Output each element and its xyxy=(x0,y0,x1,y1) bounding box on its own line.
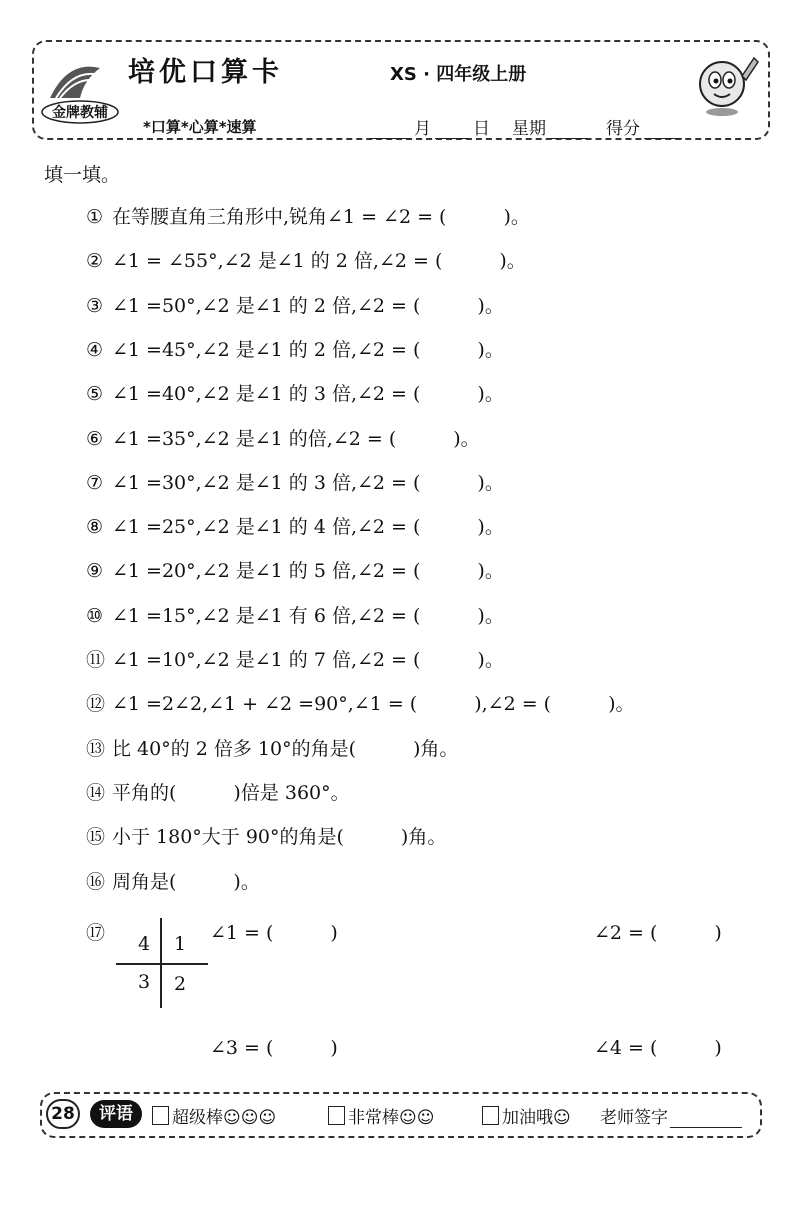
teacher-signature xyxy=(600,1103,742,1128)
grade-label: XS · 四年级上册 xyxy=(390,64,527,85)
question-number: ⑪ xyxy=(86,649,106,671)
question-number: ⑭ xyxy=(86,782,106,804)
question-2 xyxy=(86,246,526,273)
question-number: ① xyxy=(86,206,104,228)
question-1 xyxy=(86,202,530,229)
question-number: ③ xyxy=(86,295,104,317)
comment-badge: 评语 xyxy=(90,1100,142,1128)
score-field[interactable] xyxy=(644,120,682,139)
question-number: ⑮ xyxy=(86,826,106,848)
question-number: ⑰ xyxy=(86,922,106,944)
page-number: 28 xyxy=(46,1099,80,1129)
question-number: ⑫ xyxy=(86,693,106,715)
question-6 xyxy=(86,424,480,451)
question-text: 平角的( )倍是 360°。 xyxy=(112,782,350,804)
day-label: 日 xyxy=(473,119,490,139)
weekday-label: 星期 xyxy=(512,119,546,139)
question-16 xyxy=(86,867,260,894)
angle-3-answer: ∠3 = ( ) xyxy=(210,1037,338,1059)
question-number: ⑤ xyxy=(86,383,104,405)
checkbox-icon[interactable] xyxy=(482,1106,499,1125)
angle-4-answer: ∠4 = ( ) xyxy=(594,1037,722,1059)
question-8 xyxy=(86,512,504,539)
question-text: ∠1 =50°,∠2 是∠1 的 2 倍,∠2 = ( )。 xyxy=(112,295,504,317)
month-field[interactable] xyxy=(370,120,410,139)
question-text: ∠1 =2∠2,∠1 + ∠2 =90°,∠1 = ( ),∠2 = ( )。 xyxy=(112,693,635,715)
question-number: ② xyxy=(86,250,104,272)
question-number: ⑦ xyxy=(86,472,104,494)
question-14 xyxy=(86,778,350,805)
score-label: 得分 xyxy=(606,119,640,139)
checkbox-icon[interactable] xyxy=(328,1106,345,1125)
diagram-label-2: 2 xyxy=(174,973,187,995)
rating-keep-going[interactable] xyxy=(482,1103,571,1128)
question-text: 比 40°的 2 倍多 10°的角是( )角。 xyxy=(112,738,459,760)
question-number: ⑧ xyxy=(86,516,104,538)
question-3 xyxy=(86,291,504,318)
angle-2-answer: ∠2 = ( ) xyxy=(594,922,722,944)
question-text: 小于 180°大于 90°的角是( )角。 xyxy=(112,826,447,848)
question-17 xyxy=(86,918,112,945)
day-field[interactable] xyxy=(435,120,469,139)
logo-icon xyxy=(40,50,120,130)
question-number: ⑩ xyxy=(86,605,104,627)
question-11 xyxy=(86,645,504,672)
question-9 xyxy=(86,556,504,583)
diagram-label-4: 4 xyxy=(138,933,151,955)
question-10 xyxy=(86,601,504,628)
weekday-field[interactable] xyxy=(550,120,588,139)
question-7 xyxy=(86,468,504,495)
month-label: 月 xyxy=(414,119,431,139)
mascot-icon xyxy=(688,44,764,120)
card-title: 培优口算卡 xyxy=(128,57,283,88)
rating-great-label: 非常棒☺☺ xyxy=(348,1108,435,1128)
question-text: ∠1 =40°,∠2 是∠1 的 3 倍,∠2 = ( )。 xyxy=(112,383,504,405)
instruction: 填一填。 xyxy=(44,164,121,186)
question-12 xyxy=(86,689,635,716)
question-text: ∠1 =35°,∠2 是∠1 的倍,∠2 = ( )。 xyxy=(112,428,480,450)
rating-great[interactable] xyxy=(328,1103,434,1128)
question-text: ∠1 =25°,∠2 是∠1 的 4 倍,∠2 = ( )。 xyxy=(112,516,504,538)
rating-keep-going-label: 加油哦☺ xyxy=(502,1108,571,1128)
angle-1-answer: ∠1 = ( ) xyxy=(210,922,338,944)
question-4 xyxy=(86,335,504,362)
question-5 xyxy=(86,379,504,406)
rating-super-label: 超级棒☺☺☺ xyxy=(172,1108,277,1128)
date-fields xyxy=(370,114,682,139)
diagram-label-3: 3 xyxy=(138,971,151,993)
question-text: 周角是( )。 xyxy=(112,871,260,893)
question-text: ∠1 = ∠55°,∠2 是∠1 的 2 倍,∠2 = ( )。 xyxy=(112,250,526,272)
rating-super[interactable] xyxy=(152,1103,276,1128)
question-text: ∠1 =45°,∠2 是∠1 的 2 倍,∠2 = ( )。 xyxy=(112,339,504,361)
question-15 xyxy=(86,822,446,849)
diagram-label-1: 1 xyxy=(174,933,187,955)
checkbox-icon[interactable] xyxy=(152,1106,169,1125)
question-text: 在等腰直角三角形中,锐角∠1 = ∠2 = ( )。 xyxy=(112,206,530,228)
question-text: ∠1 =10°,∠2 是∠1 的 7 倍,∠2 = ( )。 xyxy=(112,649,504,671)
signature-field[interactable] xyxy=(670,1107,742,1128)
question-number: ⑯ xyxy=(86,871,106,893)
horizontal-line xyxy=(116,963,208,965)
question-text: ∠1 =30°,∠2 是∠1 的 3 倍,∠2 = ( )。 xyxy=(112,472,504,494)
question-number: ④ xyxy=(86,339,104,361)
question-text: ∠1 =20°,∠2 是∠1 的 5 倍,∠2 = ( )。 xyxy=(112,560,504,582)
question-number: ⑥ xyxy=(86,428,104,450)
question-text: ∠1 =15°,∠2 是∠1 有 6 倍,∠2 = ( )。 xyxy=(112,605,504,627)
question-13 xyxy=(86,734,458,761)
subtitle: *口算*心算*速算 xyxy=(143,118,257,136)
signature-label: 老师签字 xyxy=(600,1108,668,1128)
logo-text: 金牌教辅 xyxy=(52,105,108,121)
question-number: ⑬ xyxy=(86,738,106,760)
question-number: ⑨ xyxy=(86,560,104,582)
